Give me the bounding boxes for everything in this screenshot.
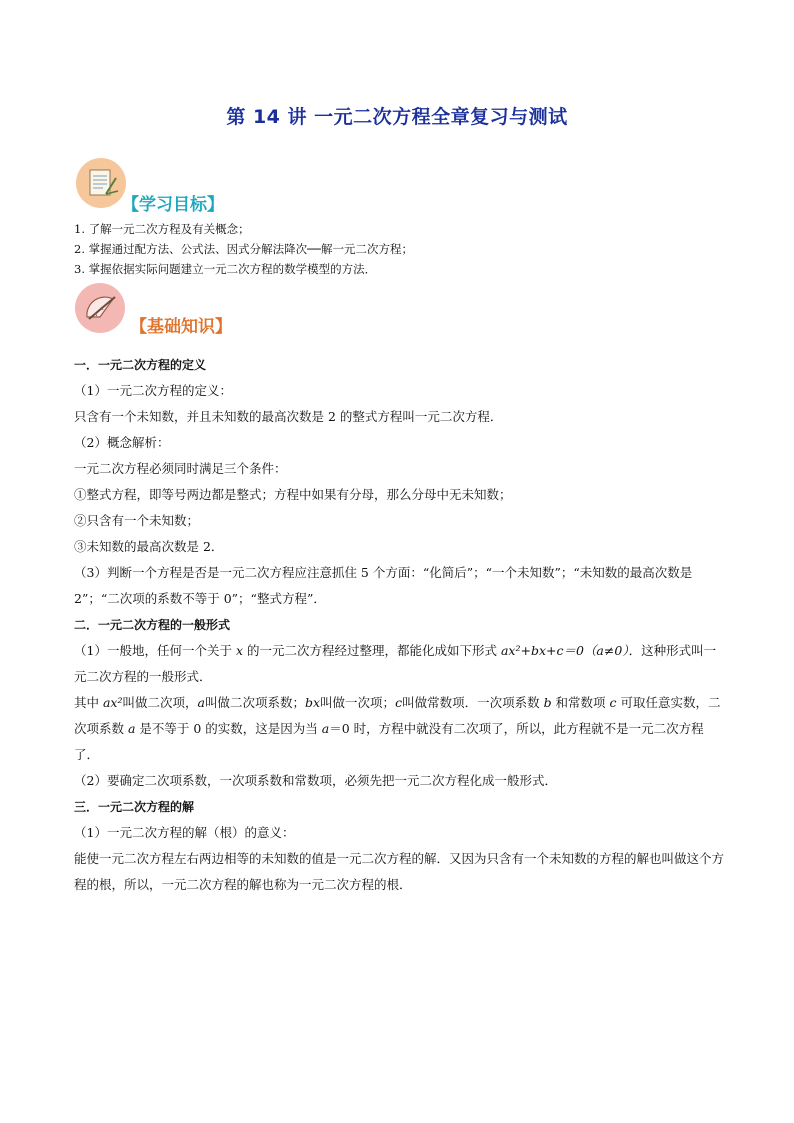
- paragraph: 一元二次方程必须同时满足三个条件：: [74, 461, 287, 476]
- paragraph: ③未知数的最高次数是 2．: [74, 539, 224, 554]
- paragraph: （2）要确定二次项系数，一次项系数和常数项，必须先把一元二次方程化成一般形式．: [74, 773, 557, 788]
- page-title: 第 14 讲 一元二次方程全章复习与测试: [226, 106, 568, 128]
- knowledge-content: [74, 352, 724, 898]
- paragraph: 只含有一个未知数，并且未知数的最高次数是 2 的整式方程叫一元二次方程．: [74, 409, 503, 424]
- paragraph: （1）一元二次方程的解（根）的意义：: [74, 825, 295, 840]
- paragraph: （2）概念解析：: [74, 435, 170, 450]
- paragraph: 能使一元二次方程左右两边相等的未知数的值是一元二次方程的解．又因为只含有一个未知数的方程的解也叫做这个方程的根，所以，一元二次方程的解也称为一元二次方程的根．: [74, 851, 725, 892]
- goals-heading: 【学习目标】: [122, 195, 224, 215]
- paragraph: 其中 ax²叫做二次项，a叫做二次项系数；bx叫做一次项；c叫做常数项．一次项系数 b 和常数项 c 可取任意实数，二次项系数 a 是不等于 0 的实数，这是因为当 a＝0 时，方程中就没有二次项了，所以，此方程就不是一元二次方程了．: [74, 695, 721, 762]
- paragraph: （3）判断一个方程是否是一元二次方程应注意抓住 5 个方面：“化简后”；“一个未知数”；“未知数的最高次数是 2”；“二次项的系数不等于 0”；“整式方程”．: [74, 565, 693, 606]
- paragraph: ①整式方程，即等号两边都是整式；方程中如果有分母，那么分母中无未知数；: [74, 487, 512, 502]
- goal-item: 2. 掌握通过配方法、公式法、因式分解法降次──解一元二次方程；: [74, 242, 413, 256]
- goal-item: 3. 掌握依据实际问题建立一元二次方程的数学模型的方法．: [74, 262, 377, 276]
- section-title: 一．一元二次方程的定义: [74, 358, 207, 372]
- notebook-icon: [76, 158, 126, 208]
- paragraph: （1）一元二次方程的定义：: [74, 383, 232, 398]
- paragraph: （1）一般地，任何一个关于 x 的一元二次方程经过整理，都能化成如下形式 ax²+bx+c＝0（a≠0）．这种形式叫一元二次方程的一般形式．: [74, 643, 717, 684]
- protractor-icon: [75, 283, 125, 333]
- section-title: 二．一元二次方程的一般形式: [74, 618, 231, 632]
- section-title: 三．一元二次方程的解: [74, 800, 195, 814]
- goal-item: 1. 了解一元二次方程及有关概念；: [74, 222, 250, 236]
- paragraph: ②只含有一个未知数；: [74, 513, 200, 528]
- knowledge-heading: 【基础知识】: [130, 317, 232, 337]
